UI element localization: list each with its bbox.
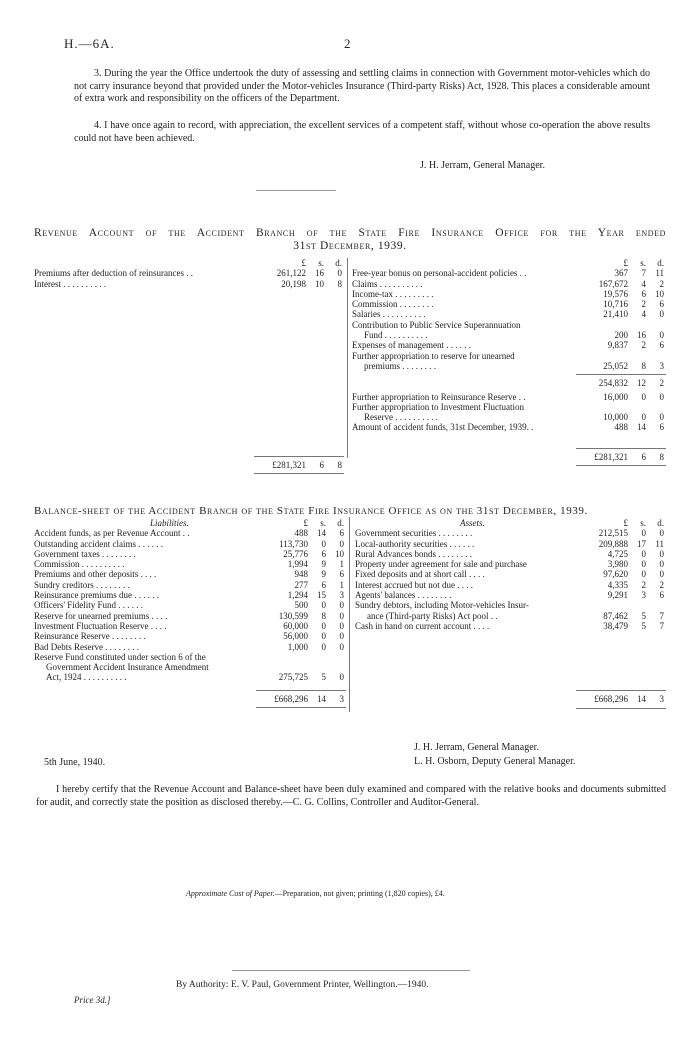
assets-heading: Assets. — [460, 518, 485, 528]
ledger-label: Interest . . . . . . . . . . — [34, 278, 106, 289]
ledger-row — [355, 590, 666, 600]
divider — [256, 190, 336, 191]
currency-header — [34, 518, 346, 528]
ledger-row — [34, 662, 346, 672]
total-rule — [576, 708, 666, 709]
ledger-row — [352, 309, 666, 319]
ledger-label: Accident funds, as per Revenue Account . . — [34, 528, 190, 539]
revenue-title: Revenue Account of the Accident Branch of the State Fire Insurance Office for the Year ended — [34, 227, 666, 239]
amount-shillings: 4 — [641, 309, 646, 320]
ledger-label: Contribution to Public Service Superannuation — [352, 319, 521, 330]
amount-shillings: 16 — [315, 268, 324, 279]
amount-pounds: 948 — [294, 569, 308, 580]
amount-shillings: 6 — [641, 288, 646, 299]
page-number: 2 — [344, 36, 351, 51]
currency-header-cell: £ — [623, 518, 628, 528]
total-row — [34, 460, 344, 470]
ledger-label: Rural Advances bonds . . . . . . . . — [355, 548, 472, 559]
currency-header-cell: d. — [657, 258, 664, 268]
ledger-label: Reserve for unearned premiums . . . . — [34, 610, 168, 621]
ledger-row — [352, 402, 666, 412]
ledger-row — [34, 539, 346, 549]
signoff-general-manager: J. H. Jerram, General Manager. — [414, 742, 539, 753]
amount-pence: 7 — [659, 620, 664, 631]
ledger-row — [355, 549, 666, 559]
amount-pounds: 10,716 — [603, 299, 628, 310]
ledger-row — [34, 631, 346, 641]
total-rule — [254, 456, 344, 457]
currency-header-cell: £ — [623, 258, 628, 268]
ledger-row — [34, 279, 344, 289]
amount-pence: 0 — [339, 631, 344, 642]
amount-pounds: 261,122 — [276, 268, 306, 279]
amount-pence: 6 — [659, 340, 664, 351]
ledger-label: Free-year bonus on personal-accident policies . . — [352, 268, 527, 279]
ledger-label: Interest accrued but not due . . . . — [355, 579, 473, 590]
amount-pence: 6 — [339, 528, 344, 539]
ledger-row — [352, 340, 666, 350]
ledger-row — [34, 590, 346, 600]
amount-pounds: 56,000 — [283, 631, 308, 642]
amount-pounds: £281,321 — [272, 459, 306, 470]
total-rule — [254, 473, 344, 474]
amount-shillings: 0 — [641, 412, 646, 423]
amount-shillings: 0 — [641, 548, 646, 559]
ledger-label: Salaries . . . . . . . . . . — [352, 309, 426, 320]
amount-pounds: 97,620 — [603, 569, 628, 580]
revenue-credit-column — [352, 258, 666, 469]
amount-pence: 0 — [659, 309, 664, 320]
currency-header-cell: s. — [640, 518, 646, 528]
amount-pence: 8 — [337, 459, 342, 470]
revenue-title-date: 31st December, 1939. — [293, 240, 407, 252]
amount-pence: 0 — [659, 548, 664, 559]
currency-header-cell: s. — [318, 258, 324, 268]
currency-header-cell: d. — [337, 518, 344, 528]
ledger-label: premiums . . . . . . . . — [364, 360, 436, 371]
ledger-row — [34, 611, 346, 621]
ledger-label: Reinsurance premiums due . . . . . . — [34, 590, 159, 601]
amount-pence: 0 — [659, 569, 664, 580]
amount-pounds: 254,832 — [598, 378, 628, 389]
total-rule — [256, 690, 346, 691]
amount-pounds: 212,515 — [598, 528, 628, 539]
amount-shillings: 5 — [321, 672, 326, 683]
amount-pence: 0 — [659, 412, 664, 423]
amount-pounds: 200 — [614, 330, 628, 341]
amount-shillings: 5 — [641, 610, 646, 621]
amount-pence: 3 — [659, 360, 664, 371]
amount-shillings: 9 — [321, 559, 326, 570]
currency-header-cell: £ — [301, 258, 306, 268]
ledger-row — [352, 299, 666, 309]
ledger-row — [34, 600, 346, 610]
total-rule — [576, 690, 666, 691]
amount-pounds: 20,198 — [281, 278, 306, 289]
amount-pounds: 275,725 — [278, 672, 308, 683]
amount-pence: 0 — [337, 268, 342, 279]
amount-pence: 3 — [659, 694, 664, 705]
amount-pence: 0 — [339, 610, 344, 621]
assets-column — [355, 518, 666, 712]
ledger-label: Investment Fluctuation Reserve . . . . — [34, 620, 167, 631]
amount-shillings: 6 — [321, 548, 326, 559]
amount-shillings: 2 — [641, 340, 646, 351]
ledger-row — [355, 569, 666, 579]
total-rule — [576, 448, 666, 449]
ledger-row — [355, 621, 666, 631]
amount-pounds: 167,672 — [598, 278, 628, 289]
amount-shillings: 6 — [641, 451, 646, 462]
ledger-label: Outstanding accident claims . . . . . . — [34, 538, 163, 549]
ledger-label: Cash in hand on current account . . . . — [355, 620, 490, 631]
ledger-row — [34, 549, 346, 559]
amount-shillings: 2 — [641, 579, 646, 590]
total-rule — [576, 374, 666, 375]
ledger-row — [34, 672, 346, 682]
ledger-row — [352, 330, 666, 340]
amount-pence: 0 — [339, 672, 344, 683]
footer-rule — [232, 970, 470, 971]
ledger-row — [34, 569, 346, 579]
signoff-deputy-manager: L. H. Osborn, Deputy General Manager. — [414, 756, 576, 767]
currency-header-cell: £ — [303, 518, 308, 528]
ledger-label: Claims . . . . . . . . . . — [352, 278, 423, 289]
paragraph-3: 3. During the year the Office undertook the duty of assessing and settling claims in connection with Government motor-vehicles which do not carry insurance beyond that provided under the Motor-vehicles Insurance (Third-party Risks) Act, 1928. This places a considerable amount of extra work and responsibility on the officers of the Department. — [74, 68, 650, 104]
amount-shillings: 12 — [637, 378, 646, 389]
amount-pence: 0 — [659, 528, 664, 539]
ledger-row — [352, 361, 666, 371]
ledger-row — [352, 279, 666, 289]
amount-pence: 10 — [335, 548, 344, 559]
amount-pence: 3 — [339, 590, 344, 601]
amount-pounds: 1,994 — [287, 559, 308, 570]
ledger-label: Reinsurance Reserve . . . . . . . . — [34, 631, 146, 642]
subtotal-row — [352, 378, 666, 388]
amount-shillings: 0 — [641, 569, 646, 580]
ledger-label: Commission . . . . . . . . . . — [34, 559, 125, 570]
amount-shillings: 0 — [321, 600, 326, 611]
amount-pounds: 25,776 — [283, 548, 308, 559]
amount-pence: 2 — [659, 278, 664, 289]
general-manager-signature: J. H. Jerram, General Manager. — [420, 160, 545, 171]
amount-pounds: 1,000 — [287, 641, 308, 652]
total-rule — [576, 465, 666, 466]
amount-pence: 6 — [659, 590, 664, 601]
amount-pounds: 60,000 — [283, 620, 308, 631]
document-reference: H.—6A. — [64, 36, 115, 51]
amount-pounds: £668,296 — [594, 694, 628, 705]
amount-shillings: 14 — [637, 694, 646, 705]
amount-pence: 6 — [659, 422, 664, 433]
ledger-label: Premiums and other deposits . . . . — [34, 569, 157, 580]
amount-pence: 0 — [659, 559, 664, 570]
ledger-row — [34, 652, 346, 662]
amount-pounds: 9,291 — [607, 590, 628, 601]
amount-pounds: 3,980 — [607, 559, 628, 570]
amount-pence: 6 — [339, 569, 344, 580]
ledger-label: Reserve Fund constituted under section 6 of the — [34, 651, 206, 662]
total-row — [34, 694, 346, 704]
ledger-label: Premiums after deduction of reinsurances . . — [34, 268, 193, 279]
liabilities-column — [34, 518, 346, 711]
amount-shillings: 2 — [641, 299, 646, 310]
amount-pence: 3 — [339, 693, 344, 704]
amount-shillings: 4 — [641, 278, 646, 289]
currency-header-cell: d. — [335, 258, 342, 268]
ledger-label: Property under agreement for sale and purchase — [355, 559, 527, 570]
ledger-row — [352, 268, 666, 278]
amount-shillings: 8 — [321, 610, 326, 621]
liabilities-heading: Liabilities. — [150, 518, 189, 528]
amount-shillings: 3 — [641, 590, 646, 601]
amount-pence: 0 — [659, 391, 664, 402]
amount-shillings: 9 — [321, 569, 326, 580]
amount-shillings: 10 — [315, 278, 324, 289]
ledger-label: Officers' Fidelity Fund . . . . . . — [34, 600, 143, 611]
amount-pence: 8 — [659, 451, 664, 462]
amount-pounds: 21,410 — [603, 309, 628, 320]
amount-pounds: 367 — [614, 268, 628, 279]
currency-header-cell: d. — [657, 518, 664, 528]
currency-header — [355, 518, 666, 528]
amount-pounds: 38,479 — [603, 620, 628, 631]
balance-title: Balance-sheet of the Accident Branch of the State Fire Insurance Office as on the 31st December, 1939. — [34, 505, 588, 517]
amount-pounds: 25,052 — [603, 360, 628, 371]
amount-shillings: 16 — [637, 330, 646, 341]
amount-shillings: 0 — [321, 641, 326, 652]
amount-shillings: 8 — [641, 360, 646, 371]
balance-column-divider — [349, 517, 350, 712]
currency-header — [352, 258, 666, 268]
amount-pence: 2 — [659, 579, 664, 590]
ledger-label: Government securities . . . . . . . . — [355, 528, 473, 539]
ledger-label: Agents' balances . . . . . . . . — [355, 590, 452, 601]
amount-pence: 0 — [339, 538, 344, 549]
ledger-row — [352, 289, 666, 299]
amount-pence: 1 — [339, 559, 344, 570]
ledger-row — [34, 621, 346, 631]
total-rule — [256, 707, 346, 708]
amount-pounds: 9,837 — [607, 340, 628, 351]
amount-pence: 2 — [659, 378, 664, 389]
ledger-label: Sundry debtors, including Motor-vehicles Insur- — [355, 600, 529, 611]
ledger-row — [355, 580, 666, 590]
ledger-row — [352, 320, 666, 330]
amount-shillings: 0 — [641, 559, 646, 570]
amount-pounds: £668,296 — [274, 693, 308, 704]
total-row — [355, 694, 666, 704]
currency-header-cell: s. — [320, 518, 326, 528]
cost-label: Approximate Cost of Paper. — [186, 889, 275, 898]
ledger-label: Act, 1924 . . . . . . . . . . — [46, 672, 127, 683]
amount-pence: 0 — [659, 330, 664, 341]
ledger-label: Further appropriation to Reinsurance Reserve . . — [352, 391, 526, 402]
amount-pounds: 16,000 — [603, 391, 628, 402]
ledger-label: Government Accident Insurance Amendment — [46, 662, 209, 673]
audit-certification: I hereby certify that the Revenue Account and Balance-sheet have been duly examined and compared with the relative books and documents submitted for audit, and correctly state the position as disclosed thereby.—C. G. Collins, Controller and Auditor-General. — [36, 784, 666, 808]
ledger-row — [352, 422, 666, 432]
amount-pence: 0 — [339, 600, 344, 611]
cost-text: —Preparation, not given; printing (1,820 copies), £4. — [274, 889, 445, 898]
ledger-label: ance (Third-party Risks) Act pool . . — [367, 610, 498, 621]
amount-shillings: 17 — [637, 538, 646, 549]
amount-pence: 0 — [339, 620, 344, 631]
amount-pence: 7 — [659, 610, 664, 621]
ledger-row — [352, 351, 666, 361]
amount-pence: 1 — [339, 579, 344, 590]
amount-shillings: 0 — [321, 538, 326, 549]
ledger-label: Further appropriation to Investment Fluctuation — [352, 401, 524, 412]
amount-shillings: 15 — [317, 590, 326, 601]
amount-pounds: 87,462 — [603, 610, 628, 621]
amount-pounds: 488 — [614, 422, 628, 433]
amount-pounds: 10,000 — [603, 412, 628, 423]
revenue-column-divider — [347, 258, 348, 458]
cost-note — [186, 889, 445, 898]
amount-pence: 10 — [655, 288, 664, 299]
amount-shillings: 6 — [321, 579, 326, 590]
ledger-label: Fund . . . . . . . . . . — [364, 330, 428, 341]
currency-header-cell: s. — [640, 258, 646, 268]
amount-pence: 6 — [659, 299, 664, 310]
amount-shillings: 0 — [641, 528, 646, 539]
signoff-date: 5th June, 1940. — [44, 757, 106, 768]
price: Price 3d.] — [74, 995, 111, 1005]
amount-pence: 11 — [655, 268, 664, 279]
ledger-row — [352, 412, 666, 422]
ledger-label: Local-authority securities . . . . . . — [355, 538, 475, 549]
amount-pounds: 277 — [294, 579, 308, 590]
revenue-debit-column — [34, 258, 344, 477]
amount-shillings: 14 — [637, 422, 646, 433]
ledger-row — [34, 268, 344, 278]
ledger-row — [355, 611, 666, 621]
ledger-row — [352, 392, 666, 402]
amount-shillings: 14 — [317, 528, 326, 539]
amount-pounds: 4,335 — [607, 579, 628, 590]
ledger-label: Reserve . . . . . . . . . . — [364, 412, 438, 423]
amount-pounds: £281,321 — [594, 451, 628, 462]
ledger-row — [34, 528, 346, 538]
ledger-label: Government taxes . . . . . . . . — [34, 548, 136, 559]
amount-pounds: 19,576 — [603, 288, 628, 299]
ledger-label: Bad Debts Reserve . . . . . . . . — [34, 641, 139, 652]
currency-header — [34, 258, 344, 268]
amount-pounds: 1,294 — [287, 590, 308, 601]
ledger-row — [355, 600, 666, 610]
amount-pence: 8 — [337, 278, 342, 289]
amount-pounds: 130,599 — [278, 610, 308, 621]
ledger-label: Amount of accident funds, 31st December, 1939. . — [352, 422, 534, 433]
ledger-row — [355, 539, 666, 549]
amount-shillings: 0 — [321, 620, 326, 631]
amount-pounds: 209,888 — [598, 538, 628, 549]
amount-shillings: 5 — [641, 620, 646, 631]
amount-pounds: 113,730 — [279, 538, 308, 549]
ledger-row — [34, 580, 346, 590]
authority-line: By Authority: E. V. Paul, Government Printer, Wellington.—1940. — [176, 980, 429, 990]
amount-shillings: 0 — [641, 391, 646, 402]
amount-pence: 11 — [655, 538, 664, 549]
ledger-label: Sundry creditors . . . . . . . . — [34, 579, 130, 590]
amount-pounds: 4,725 — [607, 548, 628, 559]
total-row — [352, 452, 666, 462]
paragraph-4: 4. I have once again to record, with appreciation, the excellent services of a competent staff, without whose co-operation the above results could not have been achieved. — [74, 120, 650, 144]
ledger-row — [34, 642, 346, 652]
ledger-row — [355, 528, 666, 538]
amount-pence: 0 — [339, 641, 344, 652]
amount-pounds: 500 — [294, 600, 308, 611]
ledger-label: Income-tax . . . . . . . . . — [352, 288, 434, 299]
ledger-label: Further appropriation to reserve for unearned — [352, 350, 515, 361]
amount-shillings: 0 — [321, 631, 326, 642]
ledger-label: Expenses of management . . . . . . — [352, 340, 471, 351]
amount-shillings: 14 — [317, 693, 326, 704]
ledger-row — [355, 559, 666, 569]
ledger-label: Commission . . . . . . . . — [352, 299, 434, 310]
amount-pounds: 488 — [294, 528, 308, 539]
ledger-row — [34, 559, 346, 569]
ledger-label: Fixed deposits and at short call . . . . — [355, 569, 485, 580]
amount-shillings: 6 — [319, 459, 324, 470]
amount-shillings: 7 — [641, 268, 646, 279]
